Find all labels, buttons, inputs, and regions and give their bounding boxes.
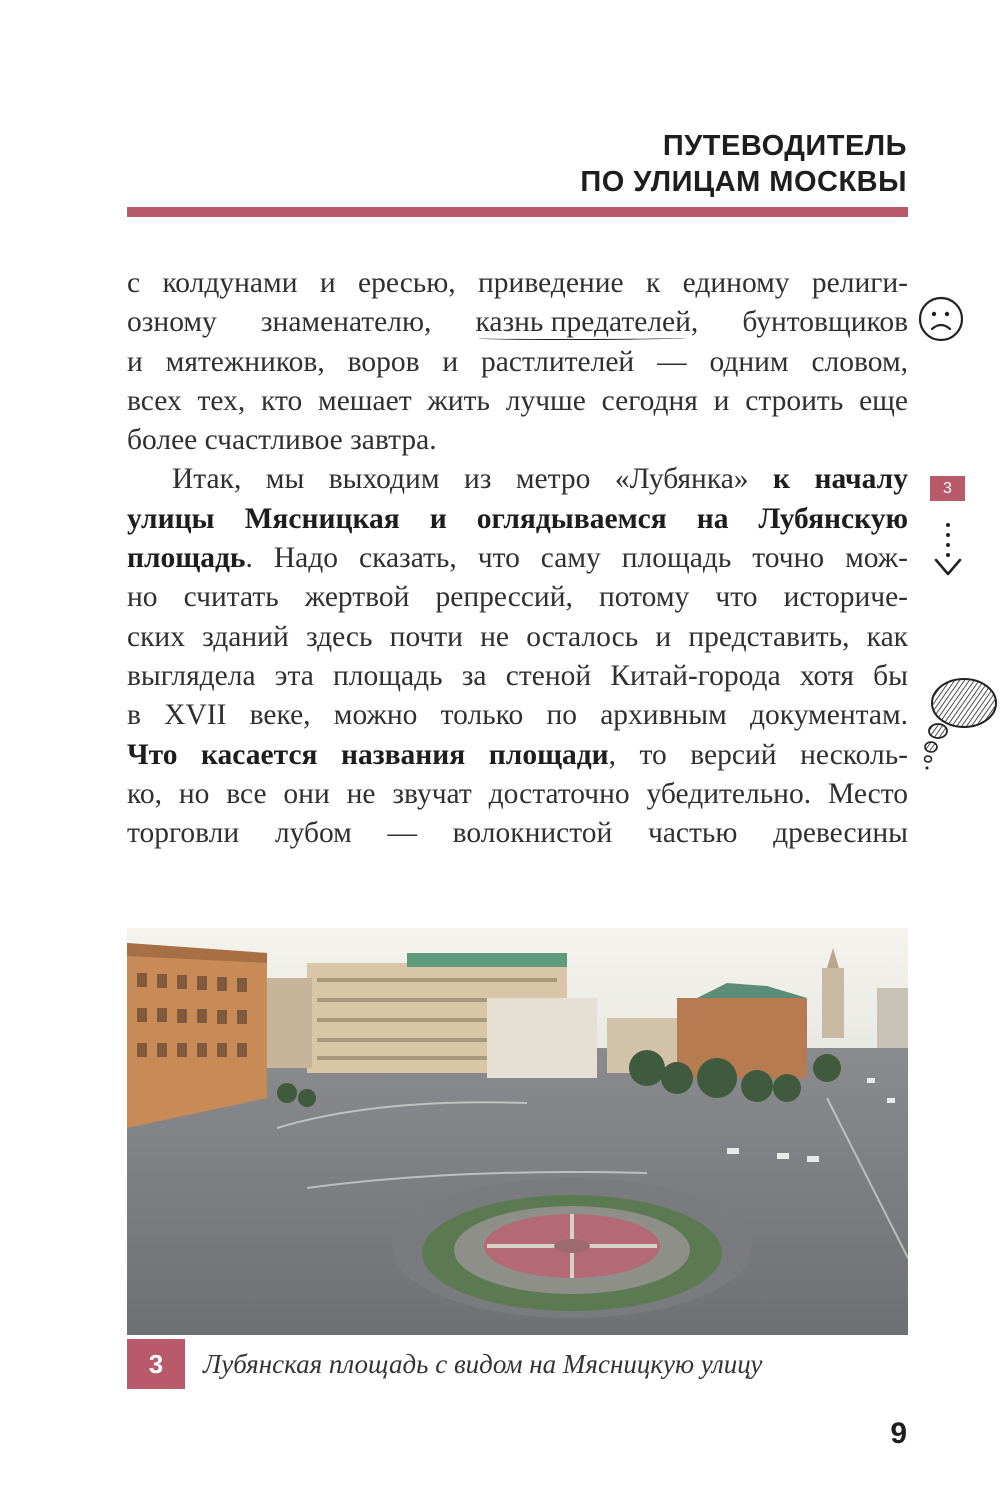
header-line-2: ПО УЛИЦАМ МОСКВЫ [580, 166, 907, 198]
photo-caption: Лубянская площадь с видом на Мясницкую улицу [203, 1349, 763, 1379]
text-line: ских зданий здесь почти не осталось и представить, как [127, 620, 908, 653]
margin-reference-badge: 3 [930, 476, 965, 501]
handwritten-underline: казнь предателей [476, 303, 691, 342]
text-line: но считать жертвой репрессий, потому что историче- [127, 581, 908, 614]
sad-face-icon [916, 294, 966, 344]
body-text [127, 264, 908, 853]
text-line: в XVII веке, можно только по архивным документам. [127, 699, 908, 732]
thought-bubble-icon [914, 675, 1000, 775]
page-number: 9 [890, 1417, 907, 1450]
text-line: торговли лубом — волокнистой частью древесины [127, 817, 908, 850]
text-line: озному знаменателю, казнь предателей, бунтовщиков [127, 303, 908, 342]
text-line: Итак, мы выходим из метро «Лубянка» к началу [172, 463, 908, 496]
header-rule [127, 207, 908, 217]
header-line-1: ПУТЕВОДИТЕЛЬ [662, 130, 907, 162]
text-line: ко, но все они не звучат достаточно убедительно. Место [127, 777, 908, 810]
text-line: и мятежников, воров и растлителей — одним словом, [127, 345, 908, 378]
text-line: всех тех, кто мешает жить лучше сегодня и строить еще [127, 384, 908, 417]
text-line: площадь. Надо сказать, что саму площадь точно мож- [127, 542, 908, 575]
running-header [580, 128, 907, 200]
dotted-arrow-down-icon [930, 520, 966, 580]
text-line: улицы Мясницкая и оглядываемся на Лубянскую [127, 502, 908, 535]
text-line: Что касается названия площади, то версий несколь- [127, 738, 908, 771]
lubyanka-square-photo [127, 928, 908, 1335]
caption-number-badge: 3 [127, 1339, 185, 1389]
text-line: с колдунами и ересью, приведение к единому религи- [127, 267, 908, 299]
text-line: выглядела эта площадь за стеной Китай-города хотя бы [127, 659, 908, 692]
text-line: более счастливое завтра. [127, 424, 437, 457]
